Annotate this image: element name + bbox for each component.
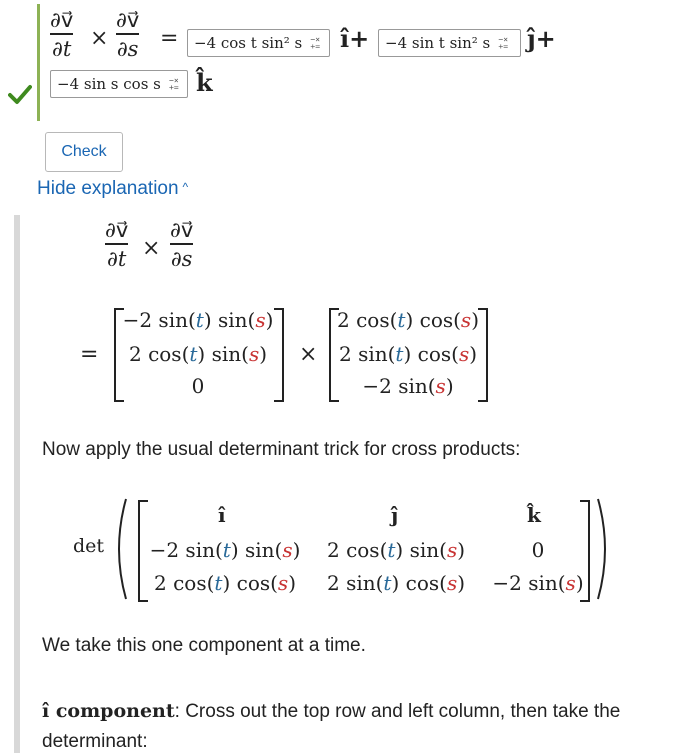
math-keyboard-icon[interactable]: −× +=: [310, 35, 321, 51]
correct-check-icon: [8, 84, 32, 106]
answer-j-value: −4 sin t sin² s: [385, 34, 491, 52]
partial-s-numerator: ∂v⃗: [116, 8, 140, 32]
explanation-partial-t: [105, 218, 128, 271]
det-row3-entry: 2 cos(t) cos(s): [153, 571, 297, 595]
vector1-entry: 0: [191, 374, 205, 398]
partial-v-partial-s: [116, 8, 139, 61]
explanation-cross-symbol: ×: [142, 236, 161, 261]
det-unit-k: k̂: [527, 503, 541, 527]
math-keyboard-icon[interactable]: −× +=: [169, 76, 179, 92]
explanation-partial-s-numerator: ∂v⃗: [170, 218, 194, 242]
partial-t-numerator: ∂v⃗: [50, 8, 74, 32]
math-keyboard-icon[interactable]: −× +=: [498, 35, 509, 51]
explanation-partial-t-denominator: ∂t: [106, 246, 127, 271]
partial-s-denominator: ∂s: [116, 36, 139, 61]
explanation-partial-t-numerator: ∂v⃗: [105, 218, 129, 242]
vector1-right-bracket: [274, 308, 284, 402]
vector1-entry: 2 cos(t) sin(s): [128, 342, 268, 366]
explanation-partial-s: [170, 218, 193, 271]
hide-explanation-link[interactable]: [37, 178, 188, 200]
det-row2-entry: 2 cos(t) sin(s): [326, 538, 466, 562]
i-component-rest: : Cross out the top row and left column, then take the: [174, 701, 621, 722]
unit-i: î+: [340, 24, 370, 53]
explanation-equals: =: [80, 342, 99, 367]
answer-k-value: −4 sin s cos s: [57, 75, 161, 93]
answer-k-field[interactable]: [50, 70, 188, 98]
check-button[interactable]: Check: [45, 132, 123, 172]
explanation-partial-s-denominator: ∂s: [170, 246, 193, 271]
determinant-intro-text: Now apply the usual determinant trick for cross products:: [42, 439, 521, 460]
vector2-entry: −2 sin(s): [362, 374, 454, 398]
answer-i-field[interactable]: [187, 29, 330, 57]
det-right-paren: [594, 497, 614, 601]
det-row3-entry: −2 sin(s): [492, 571, 584, 595]
det-left-bracket: [138, 500, 148, 602]
det-row2-entry: −2 sin(t) sin(s): [149, 538, 301, 562]
unit-k: k̂: [196, 68, 213, 97]
i-component-bold: î component: [42, 700, 175, 722]
partial-t-denominator: ∂t: [51, 36, 72, 61]
det-left-paren: [110, 497, 130, 601]
i-component-line2: determinant:: [42, 731, 148, 752]
i-component-text: [42, 700, 682, 723]
det-unit-i: î: [218, 503, 226, 527]
hide-explanation-label: Hide explanation: [37, 178, 179, 199]
partial-v-partial-t: [50, 8, 73, 61]
chevron-up-icon: ^: [182, 180, 189, 194]
vector-cross-symbol: ×: [299, 342, 318, 367]
det-row2-entry: 0: [531, 538, 545, 562]
answer-i-value: −4 cos t sin² s: [194, 34, 303, 52]
correct-answer-indicator: [37, 4, 40, 121]
vector2-entry: 2 sin(t) cos(s): [338, 342, 478, 366]
component-text: We take this one component at a time.: [42, 635, 366, 656]
det-label: det: [73, 535, 105, 557]
answer-j-field[interactable]: [378, 29, 521, 57]
equals-symbol: =: [160, 26, 179, 51]
vector1-entry: −2 sin(t) sin(s): [122, 308, 274, 332]
unit-j: ĵ+: [527, 24, 556, 53]
cross-symbol: ×: [90, 26, 109, 51]
explanation-border: [14, 215, 20, 753]
vector2-entry: 2 cos(t) cos(s): [336, 308, 480, 332]
det-unit-j: ĵ: [391, 503, 399, 527]
det-row3-entry: 2 sin(t) cos(s): [326, 571, 466, 595]
vector2-right-bracket: [478, 308, 488, 402]
